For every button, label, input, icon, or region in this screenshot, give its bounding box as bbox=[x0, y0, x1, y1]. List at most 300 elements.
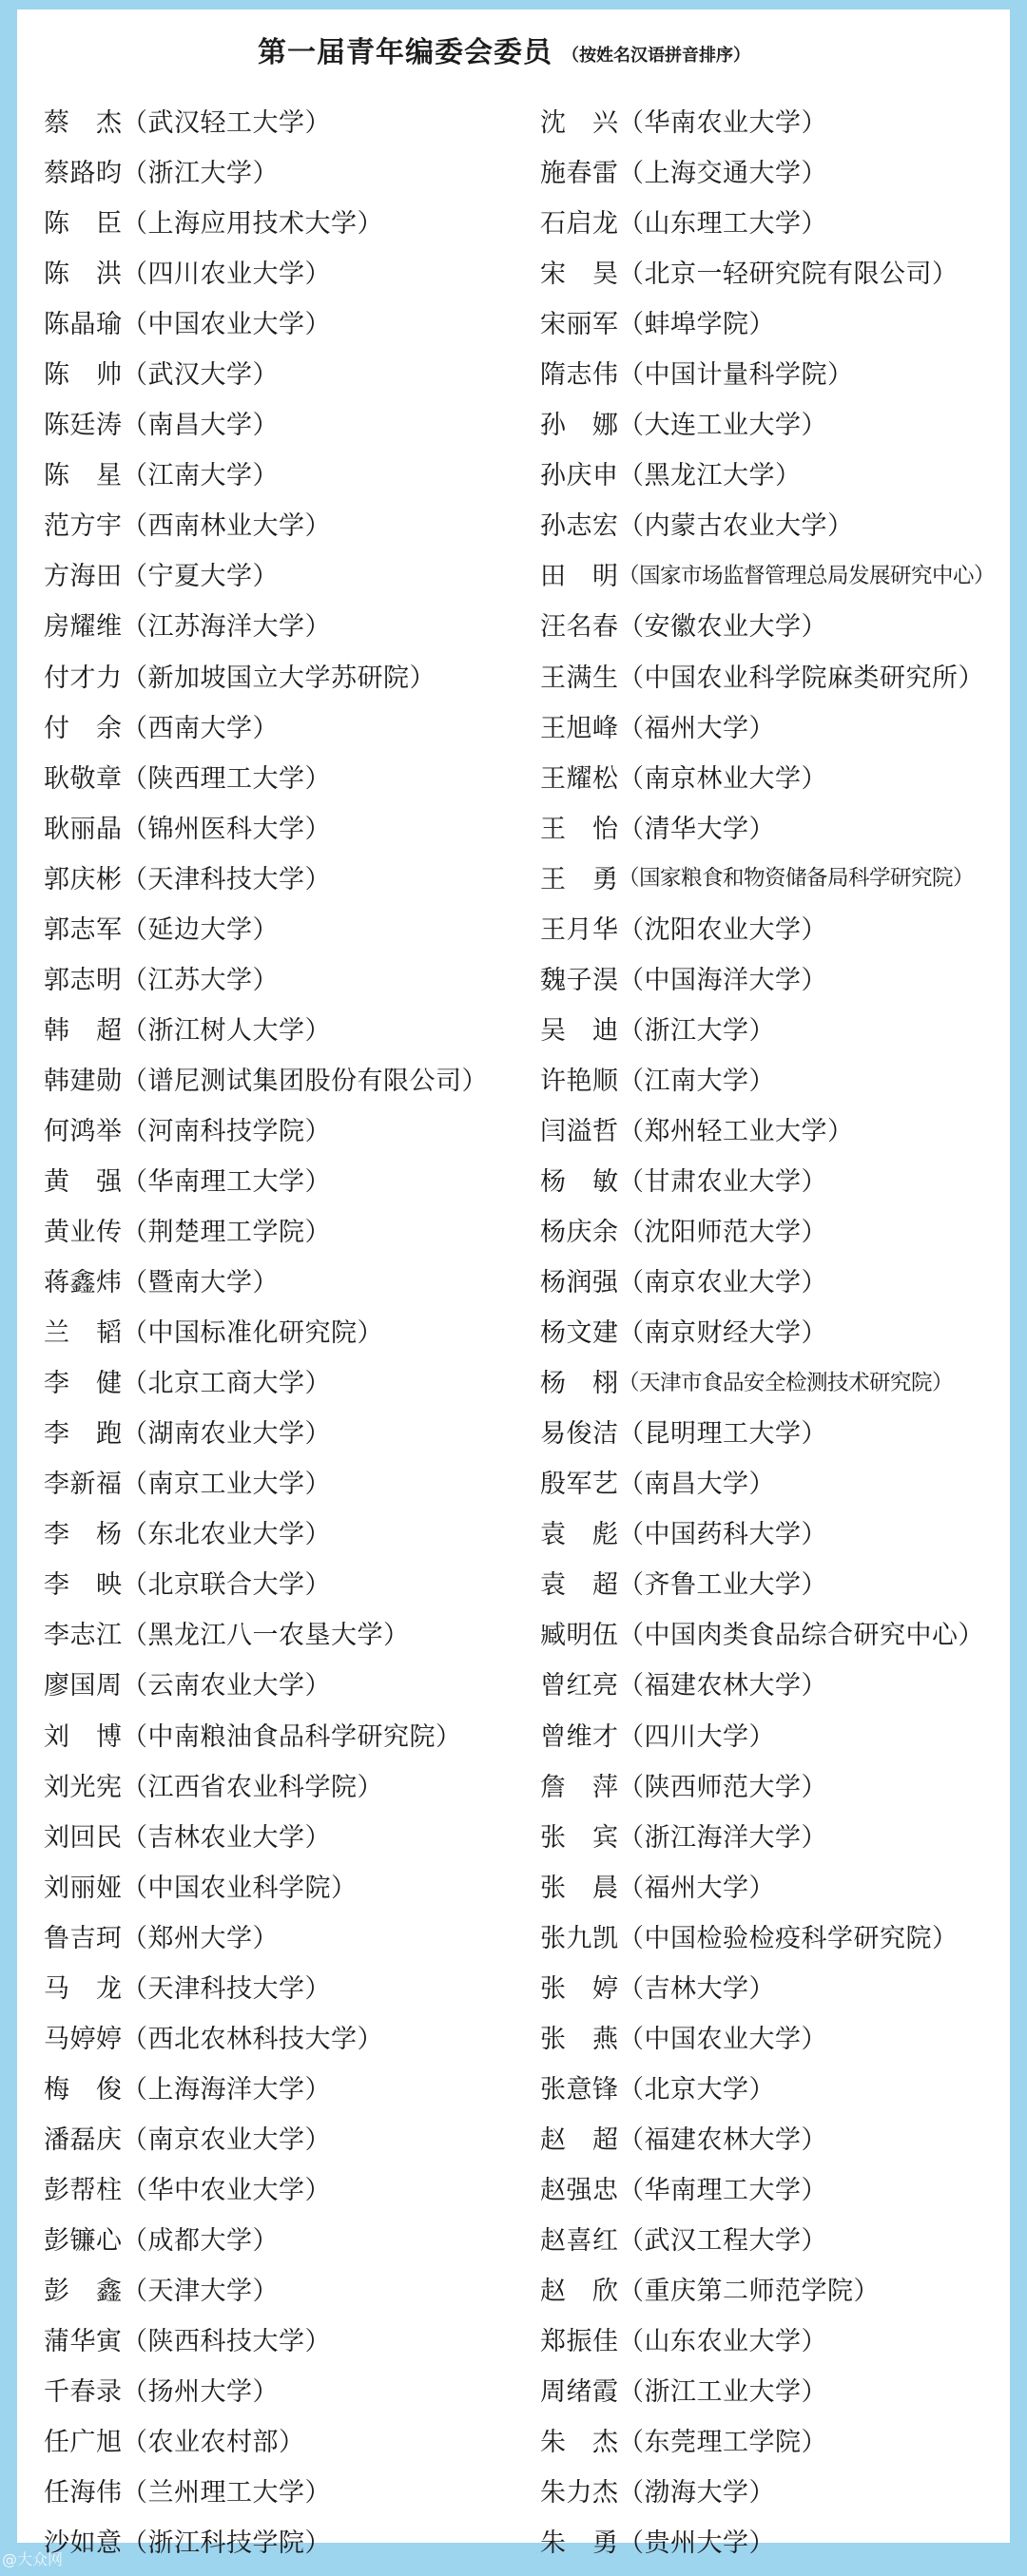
member-name: 臧明伍 bbox=[540, 1621, 618, 1651]
member-institution: （浙江科技学院） bbox=[122, 2528, 331, 2559]
member-name: 耿敬章 bbox=[44, 763, 122, 794]
member-name: 朱 杰 bbox=[540, 2428, 618, 2458]
member-institution: （黑龙江八一农垦大学） bbox=[122, 1621, 410, 1651]
member-institution: （东北农业大学） bbox=[122, 1520, 331, 1550]
member-entry bbox=[44, 1406, 519, 1456]
member-institution: （武汉工程大学） bbox=[618, 2225, 827, 2256]
member-entry bbox=[540, 95, 1006, 145]
member-institution: （昆明理工大学） bbox=[618, 1419, 827, 1450]
member-institution: （浙江海洋大学） bbox=[618, 1822, 827, 1853]
member-name: 杨文建 bbox=[540, 1318, 618, 1349]
member-institution: （南昌大学） bbox=[122, 411, 279, 441]
member-institution: （谱尼测试集团股份有限公司） bbox=[122, 1066, 488, 1096]
member-entry bbox=[44, 498, 519, 548]
member-institution: （贵州大学） bbox=[618, 2528, 775, 2559]
member-institution: （天津科技大学） bbox=[122, 1973, 331, 2004]
member-entry bbox=[44, 1759, 519, 1810]
member-entry bbox=[44, 801, 519, 852]
member-entry bbox=[44, 1053, 519, 1104]
member-entry bbox=[540, 751, 1006, 801]
member-institution: （江南大学） bbox=[618, 1066, 775, 1096]
member-entry bbox=[44, 902, 519, 952]
member-entry bbox=[44, 1860, 519, 1911]
member-institution: （山东农业大学） bbox=[618, 2327, 827, 2357]
member-institution: （南京林业大学） bbox=[618, 763, 827, 794]
member-institution: （浙江树人大学） bbox=[122, 1015, 331, 1046]
member-institution: （江苏海洋大学） bbox=[122, 612, 331, 643]
member-institution: （上海海洋大学） bbox=[122, 2074, 331, 2105]
member-entry bbox=[540, 2515, 1006, 2566]
member-institution: （中南粮油食品科学研究院） bbox=[122, 1721, 462, 1752]
member-entry bbox=[540, 2414, 1006, 2465]
member-institution: （西北农林科技大学） bbox=[122, 2024, 383, 2054]
member-name: 朱 勇 bbox=[540, 2528, 618, 2559]
member-institution: （中国农业大学） bbox=[618, 2024, 827, 2054]
member-name: 付 余 bbox=[44, 713, 122, 743]
member-institution: （云南农业大学） bbox=[122, 1671, 331, 1701]
member-entry bbox=[540, 1507, 1006, 1557]
member-name: 施春雷 bbox=[540, 159, 618, 189]
member-institution: （陕西师范大学） bbox=[618, 1772, 827, 1802]
member-institution: （福州大学） bbox=[618, 1873, 775, 1903]
member-name: 朱力杰 bbox=[540, 2478, 618, 2509]
member-name: 郭志明 bbox=[44, 965, 122, 995]
member-institution: （华南农业大学） bbox=[618, 108, 827, 139]
member-name: 刘丽娅 bbox=[44, 1873, 122, 1903]
member-name: 孙 娜 bbox=[540, 411, 618, 441]
member-institution: （国家粮食和物资储备局科学研究院） bbox=[618, 866, 975, 892]
member-list-panel bbox=[17, 10, 1010, 2559]
member-institution: （北京大学） bbox=[618, 2074, 775, 2105]
member-institution: （江西省农业科学院） bbox=[122, 1772, 383, 1802]
member-entry bbox=[540, 2213, 1006, 2263]
member-name: 杨 栩 bbox=[540, 1369, 618, 1399]
member-institution: （华中农业大学） bbox=[122, 2175, 331, 2205]
member-institution: （南昌大学） bbox=[618, 1470, 775, 1500]
member-institution: （武汉轻工大学） bbox=[122, 108, 331, 139]
member-institution: （延边大学） bbox=[122, 914, 279, 945]
member-entry bbox=[44, 1557, 519, 1607]
member-name: 石启龙 bbox=[540, 209, 618, 240]
member-entry bbox=[44, 1104, 519, 1154]
member-institution: （湖南农业大学） bbox=[122, 1419, 331, 1450]
member-name: 赵 欣 bbox=[540, 2277, 618, 2307]
member-name: 魏子淏 bbox=[540, 965, 618, 995]
member-entry bbox=[44, 1204, 519, 1255]
member-institution: （西南大学） bbox=[122, 713, 279, 743]
member-institution: （山东理工大学） bbox=[618, 209, 827, 240]
member-name: 潘磊庆 bbox=[44, 2124, 122, 2155]
member-name: 杨 敏 bbox=[540, 1167, 618, 1197]
member-name: 张 燕 bbox=[540, 2024, 618, 2054]
member-name: 李志江 bbox=[44, 1621, 122, 1651]
member-name: 王月华 bbox=[540, 914, 618, 945]
title-row bbox=[17, 17, 1010, 70]
member-name: 方海田 bbox=[44, 562, 122, 592]
member-name: 张 宾 bbox=[540, 1822, 618, 1853]
member-entry bbox=[44, 1305, 519, 1355]
member-institution: （安徽农业大学） bbox=[618, 612, 827, 643]
member-entry bbox=[540, 397, 1006, 448]
member-name: 马婷婷 bbox=[44, 2024, 122, 2054]
member-institution: （国家市场监督管理总局发展研究中心） bbox=[618, 563, 996, 588]
member-institution: （内蒙古农业大学） bbox=[618, 511, 854, 542]
member-institution: （蚌埠学院） bbox=[618, 310, 775, 340]
member-institution: （扬州大学） bbox=[122, 2377, 279, 2408]
member-entry bbox=[540, 498, 1006, 548]
member-entry bbox=[44, 1255, 519, 1305]
member-institution: （中国农业科学院） bbox=[122, 1873, 358, 1903]
member-institution: （渤海大学） bbox=[618, 2478, 775, 2509]
member-name: 黄业传 bbox=[44, 1218, 122, 1248]
member-name: 孙志宏 bbox=[540, 511, 618, 542]
member-entry bbox=[540, 2062, 1006, 2112]
member-institution: （华南理工大学） bbox=[122, 1167, 331, 1197]
member-entry bbox=[540, 1255, 1006, 1305]
member-institution: （四川大学） bbox=[618, 1721, 775, 1752]
member-entry bbox=[540, 1154, 1006, 1204]
member-entry bbox=[540, 1003, 1006, 1053]
member-institution: （吉林农业大学） bbox=[122, 1822, 331, 1853]
member-entry bbox=[540, 246, 1006, 297]
member-entry bbox=[44, 1154, 519, 1204]
member-entry bbox=[44, 1911, 519, 1961]
member-entry bbox=[44, 650, 519, 701]
member-name: 廖国周 bbox=[44, 1671, 122, 1701]
member-institution: （江苏大学） bbox=[122, 965, 279, 995]
member-name: 沙如意 bbox=[44, 2528, 122, 2559]
member-entry bbox=[44, 1961, 519, 2011]
member-name: 李 映 bbox=[44, 1570, 122, 1601]
member-institution: （江南大学） bbox=[122, 461, 279, 491]
member-name: 汪名春 bbox=[540, 612, 618, 643]
member-name: 曾红亮 bbox=[540, 1671, 618, 1701]
member-entry bbox=[540, 448, 1006, 498]
member-entry bbox=[44, 2112, 519, 2163]
member-entry bbox=[540, 2314, 1006, 2364]
member-entry bbox=[44, 2263, 519, 2314]
member-entry bbox=[44, 95, 519, 145]
member-entry bbox=[540, 952, 1006, 1003]
member-entry bbox=[540, 1810, 1006, 1860]
member-entry bbox=[540, 801, 1006, 852]
member-name: 蒲华寅 bbox=[44, 2327, 122, 2357]
member-entry bbox=[540, 2364, 1006, 2414]
member-institution: （成都大学） bbox=[122, 2225, 279, 2256]
member-institution: （大连工业大学） bbox=[618, 411, 827, 441]
member-institution: （甘肃农业大学） bbox=[618, 1167, 827, 1197]
member-name: 张九凯 bbox=[540, 1923, 618, 1953]
member-entry bbox=[44, 1355, 519, 1406]
member-institution: （北京工商大学） bbox=[122, 1369, 331, 1399]
member-name: 彭 鑫 bbox=[44, 2277, 122, 2307]
member-institution: （北京一轻研究院有限公司） bbox=[618, 260, 959, 290]
member-institution: （沈阳农业大学） bbox=[618, 914, 827, 945]
member-entry bbox=[540, 1607, 1006, 1658]
member-name: 郭庆彬 bbox=[44, 864, 122, 894]
member-entry bbox=[44, 196, 519, 246]
member-name: 韩建勋 bbox=[44, 1066, 122, 1096]
member-entry bbox=[44, 2515, 519, 2566]
member-name: 刘 博 bbox=[44, 1721, 122, 1752]
member-name: 付才力 bbox=[44, 663, 122, 693]
member-institution: （南京农业大学） bbox=[618, 1268, 827, 1298]
member-name: 李 健 bbox=[44, 1369, 122, 1399]
member-name: 陈 臣 bbox=[44, 209, 122, 240]
member-entry bbox=[540, 1860, 1006, 1911]
member-entry bbox=[540, 1053, 1006, 1104]
member-institution: （沈阳师范大学） bbox=[618, 1218, 827, 1248]
member-institution: （福建农林大学） bbox=[618, 1671, 827, 1701]
member-entry bbox=[540, 1658, 1006, 1708]
member-name: 房耀维 bbox=[44, 612, 122, 643]
member-entry bbox=[540, 599, 1006, 649]
member-institution: （河南科技学院） bbox=[122, 1116, 331, 1146]
member-entry bbox=[540, 1406, 1006, 1456]
member-institution: （重庆第二师范学院） bbox=[618, 2277, 880, 2307]
member-entry bbox=[540, 902, 1006, 952]
member-institution: （福州大学） bbox=[618, 713, 775, 743]
member-entry bbox=[44, 701, 519, 751]
member-entry bbox=[540, 1557, 1006, 1607]
member-institution: （暨南大学） bbox=[122, 1268, 279, 1298]
member-name: 田 明 bbox=[540, 562, 618, 592]
member-name: 陈廷涛 bbox=[44, 411, 122, 441]
member-name: 曾维才 bbox=[540, 1721, 618, 1752]
member-entry bbox=[44, 1456, 519, 1507]
right-member-column bbox=[540, 95, 1006, 2566]
member-institution: （南京工业大学） bbox=[122, 1470, 331, 1500]
member-institution: （中国海洋大学） bbox=[618, 965, 827, 995]
member-entry bbox=[540, 2465, 1006, 2515]
member-entry bbox=[540, 1961, 1006, 2011]
member-name: 闫溢哲 bbox=[540, 1116, 618, 1146]
member-name: 隋志伟 bbox=[540, 360, 618, 391]
member-name: 郑振佳 bbox=[540, 2327, 618, 2357]
member-entry bbox=[44, 751, 519, 801]
member-name: 耿丽晶 bbox=[44, 814, 122, 844]
member-entry bbox=[540, 650, 1006, 701]
member-institution: （中国农业科学院麻类研究所） bbox=[618, 663, 984, 693]
member-name: 彭帮柱 bbox=[44, 2175, 122, 2205]
member-entry bbox=[44, 297, 519, 347]
member-name: 何鸿举 bbox=[44, 1116, 122, 1146]
member-institution: （宁夏大学） bbox=[122, 562, 279, 592]
member-entry bbox=[540, 2112, 1006, 2163]
page-title: 第一届青年编委会委员 bbox=[258, 36, 552, 69]
member-institution: （南京农业大学） bbox=[122, 2124, 331, 2155]
member-institution: （东莞理工学院） bbox=[618, 2428, 827, 2458]
member-institution: （新加坡国立大学苏研院） bbox=[122, 663, 436, 693]
member-entry bbox=[44, 1607, 519, 1658]
member-institution: （齐鲁工业大学） bbox=[618, 1570, 827, 1601]
member-name: 蒋鑫炜 bbox=[44, 1268, 122, 1298]
member-entry bbox=[540, 145, 1006, 196]
member-name: 蔡 杰 bbox=[44, 108, 122, 139]
member-entry bbox=[44, 1709, 519, 1759]
member-name: 陈 洪 bbox=[44, 260, 122, 290]
member-institution: （吉林大学） bbox=[618, 1973, 775, 2004]
member-institution: （黑龙江大学） bbox=[618, 461, 802, 491]
member-entry bbox=[540, 2011, 1006, 2062]
member-name: 郭志军 bbox=[44, 914, 122, 945]
member-name: 王耀松 bbox=[540, 763, 618, 794]
left-member-column bbox=[44, 95, 519, 2566]
member-institution: （郑州轻工业大学） bbox=[618, 1116, 854, 1146]
member-name: 袁 超 bbox=[540, 1570, 618, 1601]
member-entry bbox=[540, 297, 1006, 347]
member-entry bbox=[540, 1709, 1006, 1759]
member-entry bbox=[44, 2062, 519, 2112]
member-entry bbox=[44, 397, 519, 448]
member-entry bbox=[540, 1204, 1006, 1255]
member-entry bbox=[44, 2163, 519, 2213]
member-name: 任广旭 bbox=[44, 2428, 122, 2458]
member-entry bbox=[44, 2011, 519, 2062]
member-name: 黄 强 bbox=[44, 1167, 122, 1197]
member-institution: （中国标准化研究院） bbox=[122, 1318, 383, 1349]
member-name: 鲁吉珂 bbox=[44, 1923, 122, 1953]
member-name: 宋丽军 bbox=[540, 310, 618, 340]
member-entry bbox=[44, 347, 519, 397]
member-name: 许艳顺 bbox=[540, 1066, 618, 1096]
member-name: 范方宇 bbox=[44, 511, 122, 542]
member-name: 易俊洁 bbox=[540, 1419, 618, 1450]
member-institution: （天津市食品安全检测技术研究院） bbox=[618, 1370, 954, 1395]
member-entry bbox=[540, 1759, 1006, 1810]
member-name: 蔡路昀 bbox=[44, 159, 122, 189]
member-institution: （北京联合大学） bbox=[122, 1570, 331, 1601]
member-name: 张 晨 bbox=[540, 1873, 618, 1903]
member-name: 杨庆余 bbox=[540, 1218, 618, 1248]
member-institution: （锦州医科大学） bbox=[122, 814, 331, 844]
member-entry bbox=[44, 1003, 519, 1053]
member-entry bbox=[44, 1507, 519, 1557]
member-name: 王 勇 bbox=[540, 864, 618, 894]
member-entry bbox=[540, 701, 1006, 751]
member-name: 袁 彪 bbox=[540, 1520, 618, 1550]
member-institution: （浙江大学） bbox=[122, 159, 279, 189]
member-name: 任海伟 bbox=[44, 2478, 122, 2509]
member-name: 殷军艺 bbox=[540, 1470, 618, 1500]
member-entry bbox=[44, 246, 519, 297]
member-name: 陈 星 bbox=[44, 461, 122, 491]
member-entry bbox=[540, 347, 1006, 397]
member-name: 刘光宪 bbox=[44, 1772, 122, 1802]
member-institution: （天津科技大学） bbox=[122, 864, 331, 894]
member-entry bbox=[44, 1810, 519, 1860]
member-institution: （荆楚理工学院） bbox=[122, 1218, 331, 1248]
member-name: 张 婷 bbox=[540, 1973, 618, 2004]
member-entry bbox=[540, 1104, 1006, 1154]
member-entry bbox=[44, 599, 519, 649]
member-institution: （浙江工业大学） bbox=[618, 2377, 827, 2408]
member-institution: （中国肉类食品综合研究中心） bbox=[618, 1621, 984, 1651]
member-institution: （中国计量科学院） bbox=[618, 360, 854, 391]
member-name: 王 怡 bbox=[540, 814, 618, 844]
member-name: 王旭峰 bbox=[540, 713, 618, 743]
member-institution: （南京财经大学） bbox=[618, 1318, 827, 1349]
member-name: 吴 迪 bbox=[540, 1015, 618, 1046]
member-institution: （福建农林大学） bbox=[618, 2124, 827, 2155]
member-institution: （华南理工大学） bbox=[618, 2175, 827, 2205]
member-name: 杨润强 bbox=[540, 1268, 618, 1298]
member-entry bbox=[540, 2163, 1006, 2213]
member-institution: （陕西理工大学） bbox=[122, 763, 331, 794]
member-entry bbox=[540, 1305, 1006, 1355]
member-entry bbox=[44, 2213, 519, 2263]
watermark-text: @大众网 bbox=[2, 2549, 64, 2568]
member-name: 沈 兴 bbox=[540, 108, 618, 139]
member-institution: （农业农村部） bbox=[122, 2428, 305, 2458]
member-name: 赵喜红 bbox=[540, 2225, 618, 2256]
member-entry bbox=[540, 1456, 1006, 1507]
member-name: 赵强忠 bbox=[540, 2175, 618, 2205]
member-entry bbox=[44, 852, 519, 902]
member-institution: （上海交通大学） bbox=[618, 159, 827, 189]
member-entry bbox=[540, 1355, 1006, 1406]
member-institution: （中国农业大学） bbox=[122, 310, 331, 340]
member-institution: （陕西科技大学） bbox=[122, 2327, 331, 2357]
member-name: 孙庆申 bbox=[540, 461, 618, 491]
member-entry bbox=[44, 548, 519, 599]
member-name: 韩 超 bbox=[44, 1015, 122, 1046]
member-name: 梅 俊 bbox=[44, 2074, 122, 2105]
member-entry bbox=[44, 2465, 519, 2515]
member-entry bbox=[540, 852, 1006, 902]
member-institution: （武汉大学） bbox=[122, 360, 279, 391]
member-name: 张意锋 bbox=[540, 2074, 618, 2105]
member-entry bbox=[44, 448, 519, 498]
member-entry bbox=[44, 2364, 519, 2414]
member-entry bbox=[44, 2314, 519, 2364]
member-name: 千春录 bbox=[44, 2377, 122, 2408]
member-name: 赵 超 bbox=[540, 2124, 618, 2155]
member-institution: （清华大学） bbox=[618, 814, 775, 844]
member-institution: （天津大学） bbox=[122, 2277, 279, 2307]
member-name: 李 跑 bbox=[44, 1419, 122, 1450]
member-entry bbox=[540, 196, 1006, 246]
member-institution: （兰州理工大学） bbox=[122, 2478, 331, 2509]
member-name: 宋 昊 bbox=[540, 260, 618, 290]
member-name: 李 杨 bbox=[44, 1520, 122, 1550]
member-name: 詹 萍 bbox=[540, 1772, 618, 1802]
member-institution: （中国药科大学） bbox=[618, 1520, 827, 1550]
member-name: 刘回民 bbox=[44, 1822, 122, 1853]
member-institution: （浙江大学） bbox=[618, 1015, 775, 1046]
member-name: 兰 韬 bbox=[44, 1318, 122, 1349]
member-entry bbox=[44, 1658, 519, 1708]
member-entry bbox=[540, 2263, 1006, 2314]
member-institution: （上海应用技术大学） bbox=[122, 209, 383, 240]
member-name: 王满生 bbox=[540, 663, 618, 693]
member-name: 陈晶瑜 bbox=[44, 310, 122, 340]
member-institution: （四川农业大学） bbox=[122, 260, 331, 290]
sort-note: （按姓名汉语拼音排序） bbox=[562, 46, 750, 66]
member-name: 彭镰心 bbox=[44, 2225, 122, 2256]
member-entry bbox=[44, 145, 519, 196]
member-institution: （西南林业大学） bbox=[122, 511, 331, 542]
member-entry bbox=[540, 1911, 1006, 1961]
watermark bbox=[2, 2546, 63, 2570]
member-institution: （中国检验检疫科学研究院） bbox=[618, 1923, 959, 1953]
member-entry bbox=[540, 548, 1006, 599]
member-name: 周绪霞 bbox=[540, 2377, 618, 2408]
member-entry bbox=[44, 952, 519, 1003]
member-name: 马 龙 bbox=[44, 1973, 122, 2004]
member-name: 李新福 bbox=[44, 1470, 122, 1500]
member-entry bbox=[44, 2414, 519, 2465]
